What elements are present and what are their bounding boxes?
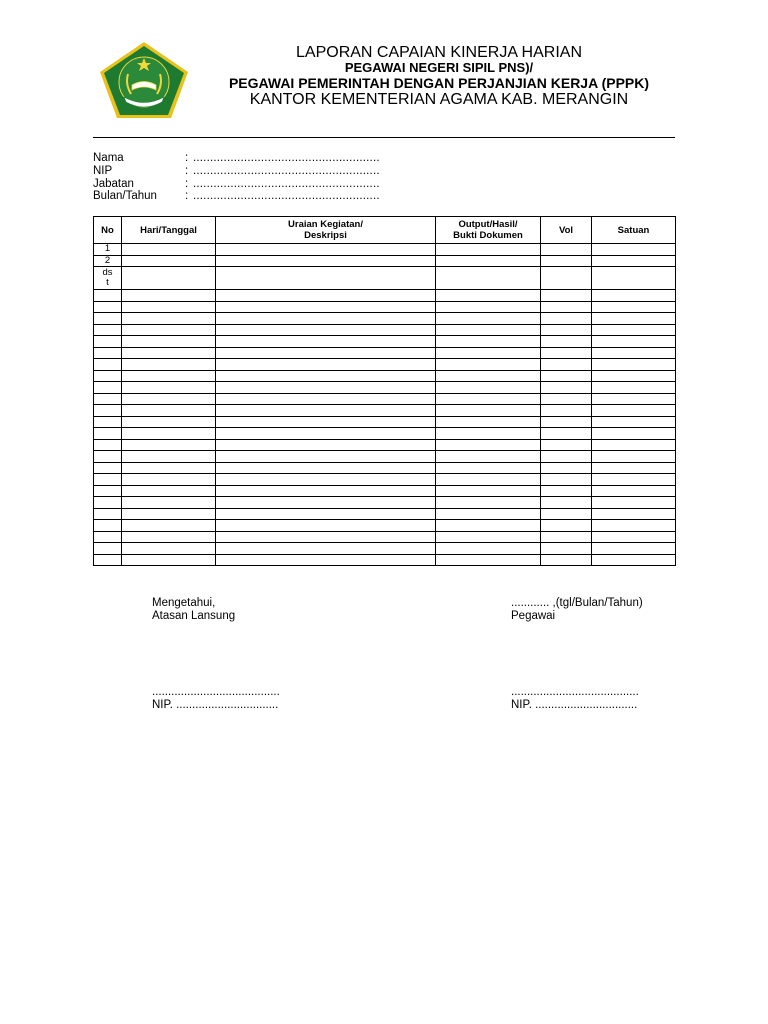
table-row xyxy=(94,543,676,555)
table-cell[interactable] xyxy=(122,405,216,417)
row-number-dst: ds t xyxy=(94,267,122,290)
table-cell[interactable] xyxy=(216,497,436,509)
table-cell[interactable] xyxy=(94,485,122,497)
jabatan-field[interactable]: ....................................................... xyxy=(193,177,380,190)
table-cell[interactable] xyxy=(592,336,676,348)
table-cell[interactable] xyxy=(541,451,592,463)
table-cell[interactable] xyxy=(122,497,216,509)
table-row xyxy=(94,428,676,440)
atasan-name-line[interactable]: ........................................ xyxy=(152,686,280,698)
table-cell[interactable] xyxy=(94,405,122,417)
table-cell[interactable] xyxy=(541,324,592,336)
table-cell[interactable] xyxy=(541,290,592,302)
table-row xyxy=(94,244,676,256)
table-cell[interactable] xyxy=(436,313,541,325)
table-cell[interactable] xyxy=(216,543,436,555)
pegawai-name-line[interactable]: ........................................ xyxy=(511,686,639,698)
table-row xyxy=(94,416,676,428)
table-cell[interactable] xyxy=(94,324,122,336)
table-cell[interactable] xyxy=(216,290,436,302)
report-header xyxy=(200,44,678,109)
col-hari-tanggal: Hari/Tanggal xyxy=(122,217,216,244)
activity-table xyxy=(93,216,676,566)
table-cell[interactable] xyxy=(592,359,676,371)
table-cell[interactable] xyxy=(436,393,541,405)
table-cell[interactable] xyxy=(122,416,216,428)
info-row-jabatan: Jabatan : ....................................................... xyxy=(93,177,380,190)
table-cell[interactable] xyxy=(216,359,436,371)
table-cell[interactable] xyxy=(122,554,216,566)
table-cell[interactable] xyxy=(541,554,592,566)
table-row xyxy=(94,359,676,371)
table-cell[interactable] xyxy=(436,416,541,428)
table-cell[interactable] xyxy=(216,336,436,348)
table-cell[interactable] xyxy=(94,359,122,371)
table-row xyxy=(94,508,676,520)
row-number: 2 xyxy=(94,255,122,267)
table-cell[interactable] xyxy=(436,543,541,555)
table-cell[interactable] xyxy=(216,485,436,497)
table-cell[interactable] xyxy=(216,474,436,486)
header-divider xyxy=(93,137,675,138)
table-cell[interactable] xyxy=(436,531,541,543)
table-cell[interactable] xyxy=(94,393,122,405)
table-cell[interactable] xyxy=(122,382,216,394)
table-cell[interactable] xyxy=(592,531,676,543)
table-cell[interactable] xyxy=(436,474,541,486)
table-cell[interactable] xyxy=(436,359,541,371)
table-row xyxy=(94,370,676,382)
table-cell[interactable] xyxy=(216,462,436,474)
table-cell[interactable] xyxy=(122,347,216,359)
table-cell[interactable] xyxy=(122,520,216,532)
table-cell[interactable] xyxy=(592,347,676,359)
table-cell[interactable] xyxy=(216,416,436,428)
table-cell[interactable] xyxy=(216,393,436,405)
table-cell[interactable] xyxy=(122,301,216,313)
signature-right-heading: ............ ,(tgl/Bulan/Tahun) Pegawai xyxy=(511,597,643,622)
table-cell[interactable] xyxy=(122,474,216,486)
table-cell[interactable] xyxy=(592,290,676,302)
table-cell[interactable] xyxy=(216,324,436,336)
table-cell[interactable] xyxy=(541,531,592,543)
report-title: LAPORAN CAPAIAN KINERJA HARIAN xyxy=(296,44,582,61)
table-cell[interactable] xyxy=(216,520,436,532)
table-cell[interactable] xyxy=(122,451,216,463)
table-cell[interactable] xyxy=(436,405,541,417)
table-cell[interactable] xyxy=(541,370,592,382)
bulan-tahun-field[interactable]: ....................................................... xyxy=(193,190,380,203)
table-cell[interactable] xyxy=(216,428,436,440)
table-cell[interactable] xyxy=(94,508,122,520)
table-cell[interactable] xyxy=(436,485,541,497)
table-cell[interactable] xyxy=(541,313,592,325)
table-cell[interactable] xyxy=(541,543,592,555)
table-cell[interactable] xyxy=(592,393,676,405)
info-row-bulan-tahun: Bulan/Tahun : ....................................................... xyxy=(93,190,380,203)
table-cell[interactable] xyxy=(592,508,676,520)
table-cell[interactable] xyxy=(592,462,676,474)
nama-field[interactable]: ....................................................... xyxy=(193,152,380,164)
table-cell[interactable] xyxy=(216,313,436,325)
table-cell[interactable] xyxy=(94,474,122,486)
office-name: KANTOR KEMENTERIAN AGAMA KAB. MERANGIN xyxy=(249,91,629,108)
table-cell[interactable] xyxy=(592,370,676,382)
table-row xyxy=(94,531,676,543)
table-cell[interactable] xyxy=(436,336,541,348)
table-cell[interactable] xyxy=(216,554,436,566)
table-row xyxy=(94,336,676,348)
table-cell[interactable] xyxy=(541,393,592,405)
table-row xyxy=(94,347,676,359)
table-cell[interactable] xyxy=(436,508,541,520)
table-cell[interactable] xyxy=(94,336,122,348)
table-cell[interactable] xyxy=(216,347,436,359)
table-cell[interactable] xyxy=(592,554,676,566)
row-number: 1 xyxy=(94,244,122,256)
table-cell[interactable] xyxy=(122,324,216,336)
table-cell[interactable] xyxy=(216,370,436,382)
table-cell[interactable] xyxy=(216,301,436,313)
table-row xyxy=(94,405,676,417)
report-subtitle-pns: PEGAWAI NEGERI SIPIL PNS)/ xyxy=(344,60,534,75)
employee-info xyxy=(93,152,380,203)
table-row xyxy=(94,301,676,313)
table-cell[interactable] xyxy=(592,439,676,451)
table-cell[interactable] xyxy=(94,301,122,313)
pegawai-nip-line[interactable]: NIP. ................................ xyxy=(511,699,638,711)
col-uraian: Uraian Kegiatan/ Deskripsi xyxy=(216,217,436,244)
table-row xyxy=(94,451,676,463)
table-cell[interactable] xyxy=(94,416,122,428)
atasan-nip-line[interactable]: NIP. ................................ xyxy=(152,699,279,711)
table-cell[interactable] xyxy=(122,359,216,371)
table-cell[interactable] xyxy=(592,474,676,486)
table-cell[interactable] xyxy=(541,497,592,509)
table-cell[interactable] xyxy=(436,554,541,566)
table-row xyxy=(94,474,676,486)
table-cell[interactable] xyxy=(122,531,216,543)
table-cell[interactable] xyxy=(592,497,676,509)
info-row-nama: Nama : ....................................................... xyxy=(93,152,380,164)
table-row xyxy=(94,439,676,451)
signature-right-lines xyxy=(511,686,639,712)
table-cell[interactable] xyxy=(216,382,436,394)
table-cell[interactable] xyxy=(592,416,676,428)
report-subtitle-pppk: PEGAWAI PEMERINTAH DENGAN PERJANJIAN KERJA (PPPK) xyxy=(228,75,650,91)
table-cell[interactable] xyxy=(94,428,122,440)
table-cell[interactable] xyxy=(592,485,676,497)
table-cell[interactable] xyxy=(122,508,216,520)
table-cell[interactable] xyxy=(592,313,676,325)
table-row xyxy=(94,382,676,394)
table-cell[interactable] xyxy=(94,554,122,566)
table-cell[interactable] xyxy=(541,301,592,313)
table-cell[interactable] xyxy=(216,508,436,520)
col-no: No xyxy=(94,217,122,244)
table-cell[interactable] xyxy=(592,451,676,463)
table-cell[interactable] xyxy=(122,439,216,451)
table-cell[interactable] xyxy=(436,382,541,394)
table-cell[interactable] xyxy=(541,462,592,474)
table-row xyxy=(94,497,676,509)
table-cell[interactable] xyxy=(94,313,122,325)
table-cell[interactable] xyxy=(592,405,676,417)
table-cell[interactable] xyxy=(216,405,436,417)
table-cell[interactable] xyxy=(592,301,676,313)
table-cell[interactable] xyxy=(541,382,592,394)
table-cell[interactable] xyxy=(436,347,541,359)
table-cell[interactable] xyxy=(122,290,216,302)
table-row xyxy=(94,462,676,474)
table-cell[interactable] xyxy=(541,508,592,520)
info-row-nip: NIP : ....................................................... xyxy=(93,164,380,177)
table-cell[interactable] xyxy=(94,370,122,382)
table-cell[interactable] xyxy=(436,428,541,440)
table-cell[interactable] xyxy=(592,324,676,336)
table-cell[interactable] xyxy=(436,451,541,463)
table-cell[interactable] xyxy=(592,543,676,555)
kemenag-logo xyxy=(98,40,190,120)
col-vol: Vol xyxy=(541,217,592,244)
table-row xyxy=(94,313,676,325)
table-cell[interactable] xyxy=(94,439,122,451)
table-cell[interactable] xyxy=(122,313,216,325)
table-cell[interactable] xyxy=(122,543,216,555)
table-cell[interactable] xyxy=(436,370,541,382)
table-cell[interactable] xyxy=(94,462,122,474)
table-row xyxy=(94,393,676,405)
col-output: Output/Hasil/ Bukti Dokumen xyxy=(436,217,541,244)
table-cell[interactable] xyxy=(592,520,676,532)
table-row xyxy=(94,324,676,336)
table-cell[interactable] xyxy=(541,359,592,371)
table-cell[interactable] xyxy=(94,520,122,532)
table-cell[interactable] xyxy=(216,531,436,543)
table-row xyxy=(94,520,676,532)
table-cell[interactable] xyxy=(94,497,122,509)
table-cell[interactable] xyxy=(122,370,216,382)
table-cell[interactable] xyxy=(436,520,541,532)
table-cell[interactable] xyxy=(216,439,436,451)
signature-left-lines xyxy=(152,686,280,712)
table-cell[interactable] xyxy=(122,393,216,405)
table-cell[interactable] xyxy=(541,485,592,497)
table-cell[interactable] xyxy=(541,428,592,440)
table-row xyxy=(94,267,676,290)
table-cell[interactable] xyxy=(436,301,541,313)
table-cell[interactable] xyxy=(541,520,592,532)
table-cell[interactable] xyxy=(436,462,541,474)
table-row xyxy=(94,485,676,497)
table-cell[interactable] xyxy=(122,336,216,348)
col-satuan: Satuan xyxy=(592,217,676,244)
table-cell[interactable] xyxy=(436,497,541,509)
table-cell[interactable] xyxy=(94,451,122,463)
table-cell[interactable] xyxy=(94,290,122,302)
table-cell[interactable] xyxy=(541,416,592,428)
table-cell[interactable] xyxy=(94,382,122,394)
table-row xyxy=(94,255,676,267)
table-cell[interactable] xyxy=(122,462,216,474)
table-cell[interactable] xyxy=(94,543,122,555)
table-row xyxy=(94,290,676,302)
table-cell[interactable] xyxy=(94,347,122,359)
table-cell[interactable] xyxy=(592,382,676,394)
table-cell[interactable] xyxy=(436,324,541,336)
nip-field[interactable]: ....................................................... xyxy=(193,164,380,177)
table-cell[interactable] xyxy=(541,474,592,486)
table-cell[interactable] xyxy=(216,451,436,463)
table-cell[interactable] xyxy=(541,439,592,451)
signature-left-heading: Mengetahui, Atasan Lansung xyxy=(152,597,236,622)
table-cell[interactable] xyxy=(541,405,592,417)
table-cell[interactable] xyxy=(436,439,541,451)
table-cell[interactable] xyxy=(436,290,541,302)
table-cell[interactable] xyxy=(592,428,676,440)
table-cell[interactable] xyxy=(122,428,216,440)
table-cell[interactable] xyxy=(541,347,592,359)
table-cell[interactable] xyxy=(94,531,122,543)
table-header-row xyxy=(94,217,676,244)
table-row xyxy=(94,554,676,566)
table-cell[interactable] xyxy=(122,485,216,497)
table-cell[interactable] xyxy=(541,336,592,348)
